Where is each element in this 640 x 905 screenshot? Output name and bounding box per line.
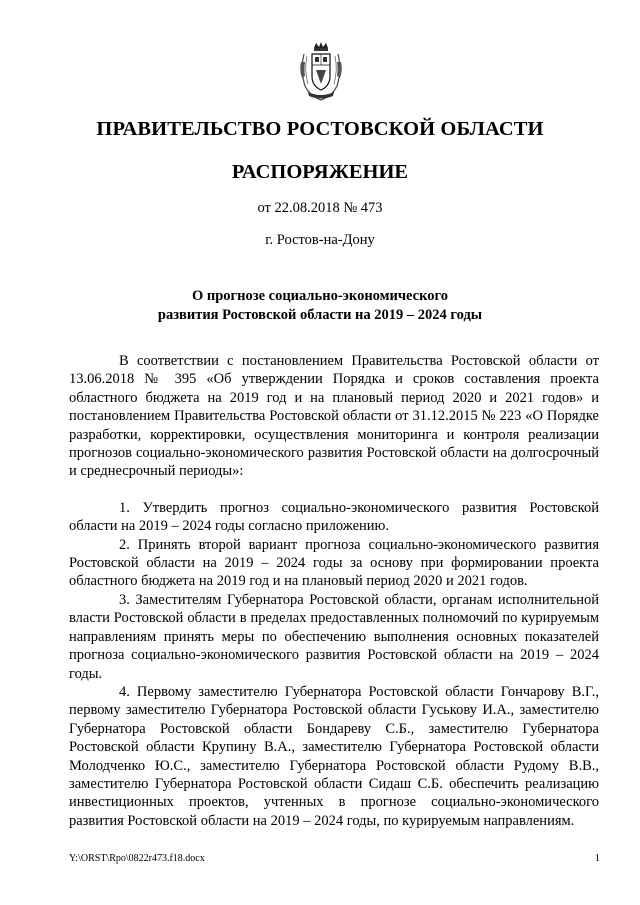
- item-paragraph-2: 2. Принять второй вариант прогноза социально-экономического развития Ростовской области на 2019 – 2024 годы за основу при формировании проекта областного бюджета на 2019 год и на плановый период 2020 и 2021 годов.: [69, 536, 599, 590]
- preamble-paragraph: В соответствии с постановлением Правительства Ростовской области от 13.06.2018 № 395 «Об утверждении Порядка и сроков составления проекта областного бюджета на 2019 год и на плановый период 2020 и 2021 годов» и постановлением Правительства Ростовской области от 31.12.2015 № 223 «О Порядке разработки, корректировки, осуществления мониторинга и контроля реализации прогнозов социально-экономического развития Ростовской области на долгосрочный и среднесрочный периоды»:: [69, 353, 599, 480]
- subject-line-1: О прогнозе социально-экономического: [191, 288, 448, 304]
- item-paragraph-1: 1. Утвердить прогноз социально-экономического развития Ростовской области на 2019 – 2024 годы согласно приложению.: [69, 499, 599, 535]
- organization-title: ПРАВИТЕЛЬСТВО РОСТОВСКОЙ ОБЛАСТИ: [96, 118, 544, 140]
- document-date-number: от 22.08.2018 № 473: [257, 200, 383, 216]
- subject-line-2: развития Ростовской области на 2019 – 2024 годы: [157, 307, 483, 323]
- document-subject: [0, 287, 640, 325]
- coat-of-arms-icon: [296, 40, 346, 102]
- footer-file-path: Y:\ORST\Rpo\0822r473.f18.docx: [69, 853, 205, 864]
- footer-page-number: 1: [594, 853, 600, 864]
- item-paragraph-4: 4. Первому заместителю Губернатора Ростовской области Гончарову В.Г., первому заместителю Губернатора Ростовской области Гуськову И.А., заместителю Губернатора Ростовской области Бондареву С.Б., заместителю Губернатора Ростовской области Крупину В.А., заместителю Губернатора Ростовской области Молодченко Ю.С., заместителю Губернатора Ростовской области Рудому В.В., заместителю Губернатора Ростовской области Сидаш С.Б. обеспечить реализацию инвестиционных проектов, учтенных в прогнозе социально-экономического развития Ростовской области на 2019 – 2024 годы, по курируемым направлениям.: [69, 683, 599, 829]
- document-body: [69, 352, 599, 830]
- item-paragraph-3: 3. Заместителям Губернатора Ростовской области, органам исполнительной власти Ростовской области в пределах предоставленных полномочий по курируемым направлениям принять меры по обеспечению выполнения основных показателей прогноза социально-экономического развития Ростовской области на 2019 – 2024 годы.: [69, 591, 599, 682]
- document-type: РАСПОРЯЖЕНИЕ: [231, 161, 409, 183]
- document-place: г. Ростов-на-Дону: [265, 232, 375, 248]
